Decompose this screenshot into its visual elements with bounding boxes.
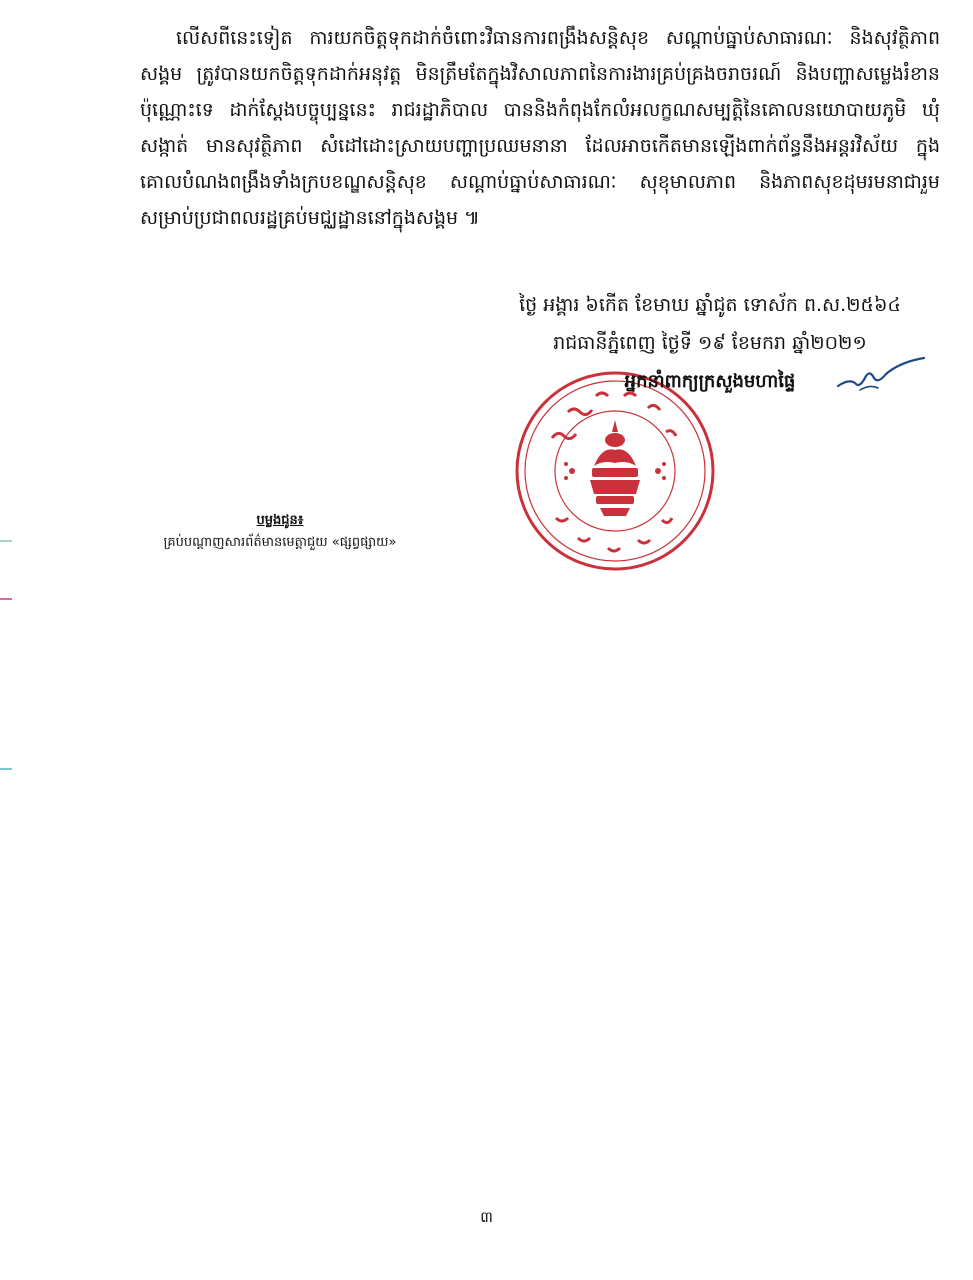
ministry-seal (512, 368, 718, 574)
royal-crown-emblem (590, 420, 640, 516)
scan-edge-mark (0, 540, 12, 542)
signature-mark (830, 350, 930, 400)
recipients-heading: បម្លងជូន៖ (256, 513, 304, 528)
body-text-block (140, 20, 940, 236)
recipients-line: គ្រប់បណ្តាញសារព័ត៌មានមេត្តាជួយ «ផ្សព្វផ្សាយ» (163, 535, 397, 550)
scan-edge-mark (0, 768, 12, 770)
date-lunar: ថ្ងៃ អង្គារ ៦កើត ខែមាឃ ឆ្នាំជូត ទោស័ក ព.ស.២៥៦៤ (519, 294, 901, 316)
scan-edge-mark (0, 598, 12, 600)
page-number: ៣ (480, 1208, 493, 1226)
body-paragraph: លើសពីនេះទៀត ការយកចិត្តទុកដាក់ចំពោះវិធានការពង្រឹងសន្តិសុខ សណ្តាប់ធ្នាប់សាធារណៈ និងសុវត្ថិភាពសង្គម ត្រូវបានយកចិត្តទុកដាក់អនុវត្ត មិនត្រឹមតែក្នុងវិសាលភាពនៃការងារគ្រប់គ្រងចរាចរណ៍ និងបញ្ហាសម្លេងរំខានប៉ុណ្ណោះទេ ដាក់ស្តែងបច្ចុប្បន្ននេះ រាជរដ្ឋាភិបាល បាននិងកំពុងកែលំអលក្ខណសម្បត្តិនៃគោលនយោបាយភូមិ ឃុំ សង្កាត់ មានសុវត្ថិភាព សំដៅដោះស្រាយបញ្ហាប្រឈមនានា ដែលអាចកើតមានឡើងពាក់ព័ន្ធនឹងអន្តរវិស័យ ក្នុងគោលបំណងពង្រឹងទាំងក្របខណ្ឌសន្តិសុខ សណ្តាប់ធ្នាប់សាធារណៈ សុខុមាលភាព និងភាពសុខដុមរមនាជារួម សម្រាប់ប្រជាពលរដ្ឋគ្រប់មជ្ឈដ្ឋាននៅក្នុងសង្គម ៕ (140, 27, 940, 229)
signatory-title: អ្នកនាំពាក្យក្រសួងមហាផ្ទៃ (624, 371, 796, 392)
date-solar: រាជធានីភ្នំពេញ ថ្ងៃទី ១៩ ខែមករា ឆ្នាំ២០២១ (553, 332, 867, 354)
recipients-block (140, 510, 420, 554)
